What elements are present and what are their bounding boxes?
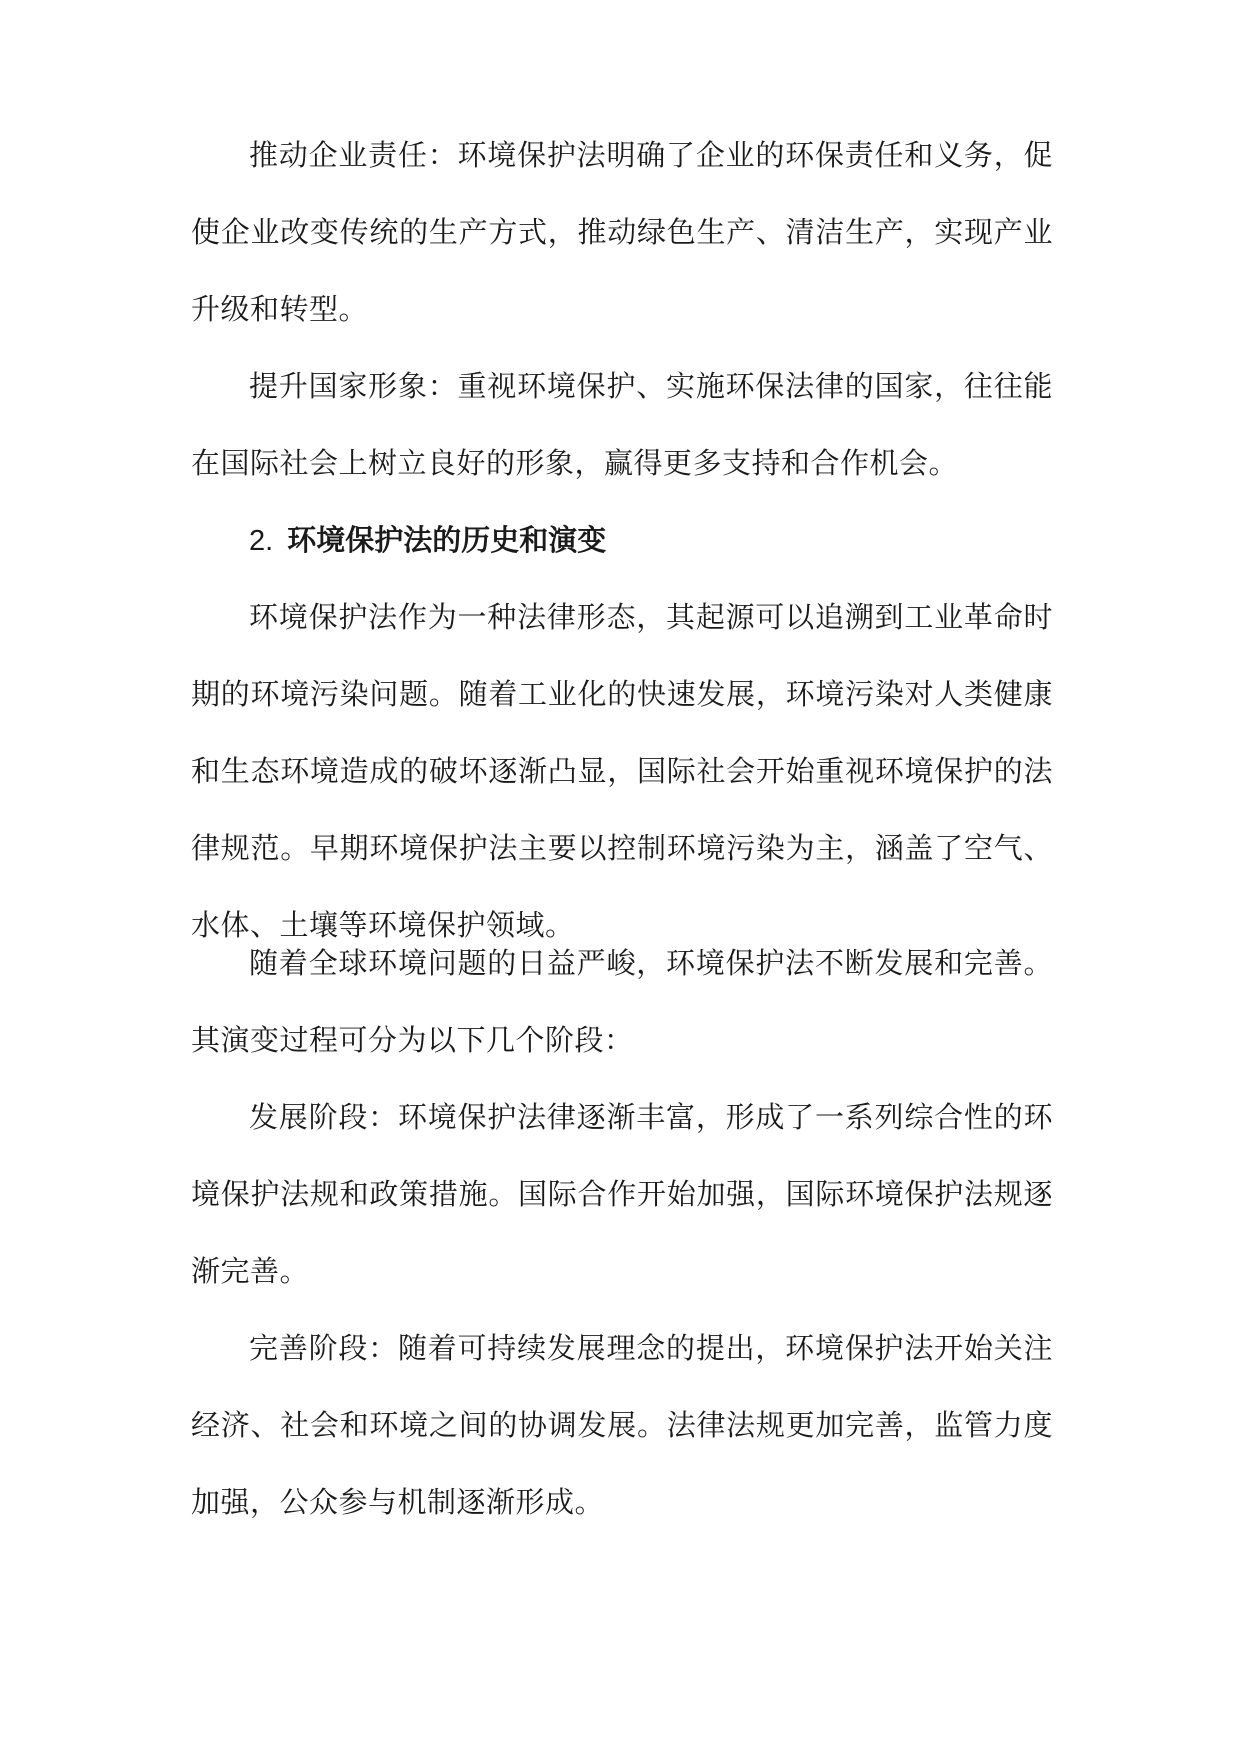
paragraph-development-stage: 发展阶段：环境保护法律逐渐丰富，形成了一系列综合性的环境保护法规和政策措施。国际合作开始加强，国际环境保护法规逐渐完善。	[191, 1100, 1053, 1288]
section-number: 2.	[249, 525, 274, 557]
paragraph-origin: 环境保护法作为一种法律形态，其起源可以追溯到工业革命时期的环境污染问题。随着工业化的快速发展，环境污染对人类健康和生态环境造成的破坏逐渐凸显，国际社会开始重视环境保护的法律规范。早期环境保护法主要以控制环境污染为主，涵盖了空气、水体、土壤等环境保护领域。	[191, 600, 1053, 942]
paragraph-improvement-stage: 完善阶段：随着可持续发展理念的提出，环境保护法开始关注经济、社会和环境之间的协调发展。法律法规更加完善，监管力度加强，公众参与机制逐渐形成。	[191, 1331, 1053, 1519]
paragraph-national-image: 提升国家形象：重视环境保护、实施环保法律的国家，往往能在国际社会上树立良好的形象，赢得更多支持和合作机会。	[191, 369, 1053, 480]
paragraph-enterprise-responsibility: 推动企业责任：环境保护法明确了企业的环保责任和义务，促使企业改变传统的生产方式，推动绿色生产、清洁生产，实现产业升级和转型。	[191, 138, 1053, 326]
section-heading	[191, 502, 1053, 580]
section-title: 环境保护法的历史和演变	[287, 523, 607, 557]
paragraph-evolution-intro: 随着全球环境问题的日益严峻，环境保护法不断发展和完善。其演变过程可分为以下几个阶段：	[191, 946, 1053, 1057]
